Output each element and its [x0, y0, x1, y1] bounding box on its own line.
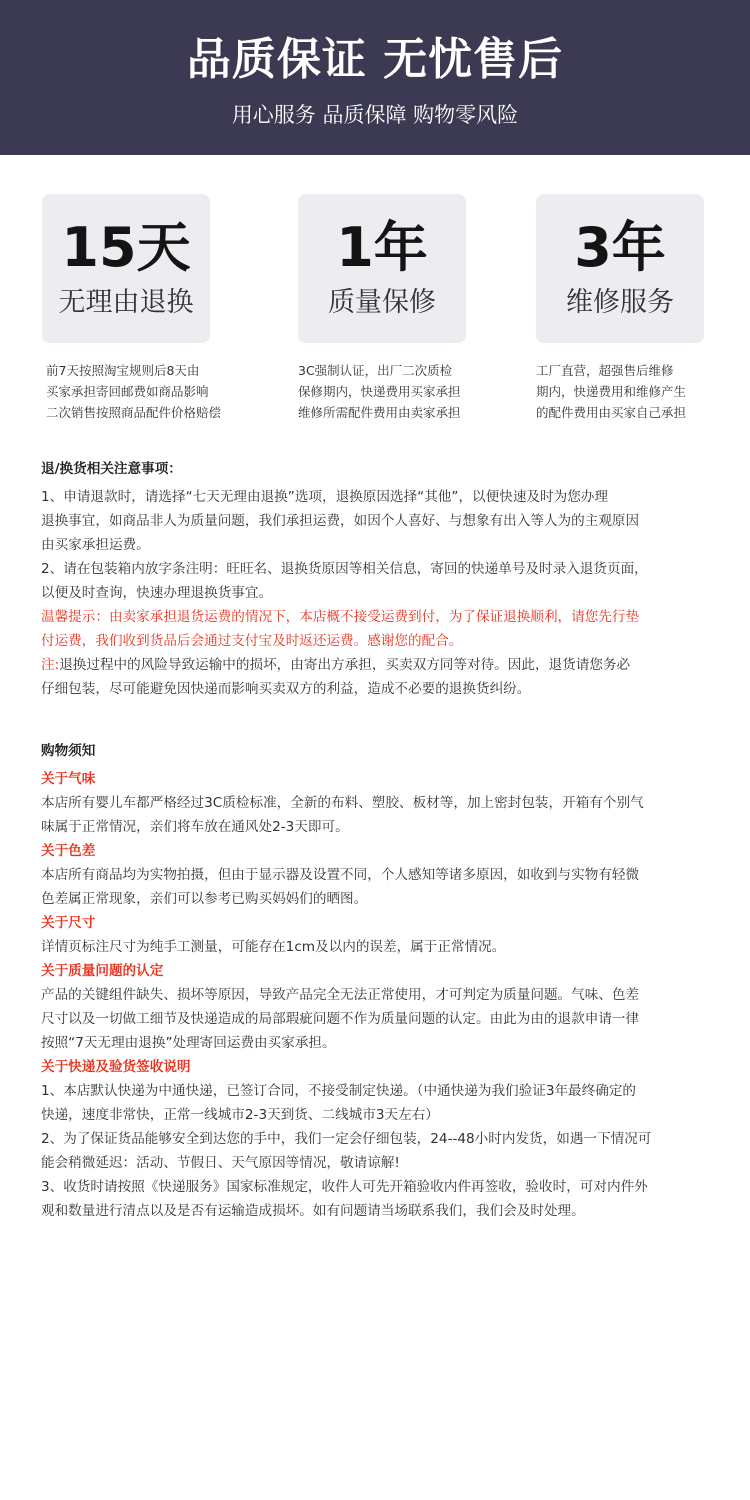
returns-item-1: 1、申请退款时，请选择“七天无理由退换”选项，退换原因选择“其他”，以便快速及时为您办理 退换事宜，如商品非人为质量问题，我们承担运费，如因个人喜好、与想象有出入等人为的主观原因 由买家承担运费。	[41, 489, 640, 553]
guarantee-label: 质量保修	[328, 287, 436, 318]
guarantee-label: 维修服务	[566, 287, 674, 318]
color-diff-heading: 关于色差	[41, 843, 96, 859]
guarantee-card-repair	[536, 194, 704, 343]
page-subtitle: 用心服务 品质保障 购物零风险	[231, 103, 519, 127]
delivery-body: 1、本店默认快递为中通快递，已签订合同，不接受制定快递。（中通快递为我们验证3年最终确定的 快递，速度非常快，正常一线城市2-3天到货、二线城市3天左右） 2、为了保证货品能够安全到达您的手中，我们一定会仔细包装，24--48小时内发货，如遇一下情况可 能会稍微延迟：活动、节假日、天气原因等情况，敬请谅解! 3、收货时请按照《快递服务》国家标准规定，收件人可先开箱验收内件再签收，验收时，可对内件外 观和数量进行清点以及是否有运输造成损坏。如有问题请当场联系我们，我们会及时处理。	[41, 1083, 652, 1219]
shopping-notice-title: 购物须知	[41, 743, 96, 759]
guarantee-label: 无理由退换	[58, 287, 194, 318]
warm-tip: 温馨提示：由卖家承担退货运费的情况下，本店概不接受运费到付，为了保证退换顺利，请您先行垫 付运费，我们收到货品后会通过支付宝及时返还运费。感谢您的配合。	[41, 609, 640, 649]
size-body: 详情页标注尺寸为纯手工测量，可能存在1cm及以内的误差，属于正常情况。	[41, 939, 506, 955]
guarantee-description: 前7天按照淘宝规则后8天由 买家承担寄回邮费如商品影响 二次销售按照商品配件价格赔偿	[46, 363, 222, 420]
guarantee-duration: 15天	[61, 216, 191, 279]
smell-body: 本店所有婴儿车都严格经过3C质检标准，全新的布料、塑胶、板材等，加上密封包装，开箱有个别气 味属于正常情况，亲们将车放在通风处2-3天即可。	[41, 795, 644, 835]
note-label: 注:	[41, 657, 60, 673]
color-diff-body: 本店所有商品均为实物拍摄，但由于显示器及设置不同，个人感知等诸多原因，如收到与实物有轻微 色差属正常现象，亲们可以参考已购买妈妈们的晒图。	[41, 867, 640, 907]
returns-notice-section	[41, 457, 721, 701]
guarantee-card-return	[42, 194, 210, 343]
returns-note	[41, 653, 721, 701]
returns-item-2: 2、请在包装箱内放字条注明：旺旺名、退换货原因等相关信息，寄回的快递单号及时录入退货页面， 以便及时查询，快速办理退换货事宜。	[41, 561, 648, 601]
page-title: 品质保证 无忧售后	[186, 34, 564, 85]
shopping-notice-section	[41, 739, 721, 1223]
quality-heading: 关于质量问题的认定	[41, 963, 164, 979]
guarantee-duration: 3年	[574, 216, 666, 279]
header-banner	[0, 0, 750, 155]
guarantee-description: 3C强制认证，出厂二次质检 保修期内，快递费用买家承担 维修所需配件费用由卖家承担	[298, 363, 461, 420]
guarantee-card-warranty	[298, 194, 466, 343]
delivery-heading: 关于快递及验货签收说明	[41, 1059, 191, 1075]
size-heading: 关于尺寸	[41, 915, 96, 931]
guarantee-duration: 1年	[336, 216, 428, 279]
smell-heading: 关于气味	[41, 771, 96, 787]
note-text: 退换过程中的风险导致运输中的损坏，由寄出方承担，买卖双方同等对待。因此，退货请您务必 仔细包装，尽可能避免因快递而影响买卖双方的利益，造成不必要的退换货纠纷。	[41, 657, 631, 697]
guarantee-description: 工厂直营，超强售后维修 期内，快递费用和维修产生 的配件费用由买家自己承担	[536, 363, 687, 420]
returns-notice-title: 退/换货相关注意事项：	[41, 461, 182, 477]
quality-body: 产品的关键组件缺失、损坏等原因，导致产品完全无法正常使用，才可判定为质量问题。气味、色差 尺寸以及一切做工细节及快递造成的局部瑕疵问题不作为质量问题的认定。由此为由的退款申请一律 按照“7天无理由退换”处理寄回运费由买家承担。	[41, 987, 640, 1051]
